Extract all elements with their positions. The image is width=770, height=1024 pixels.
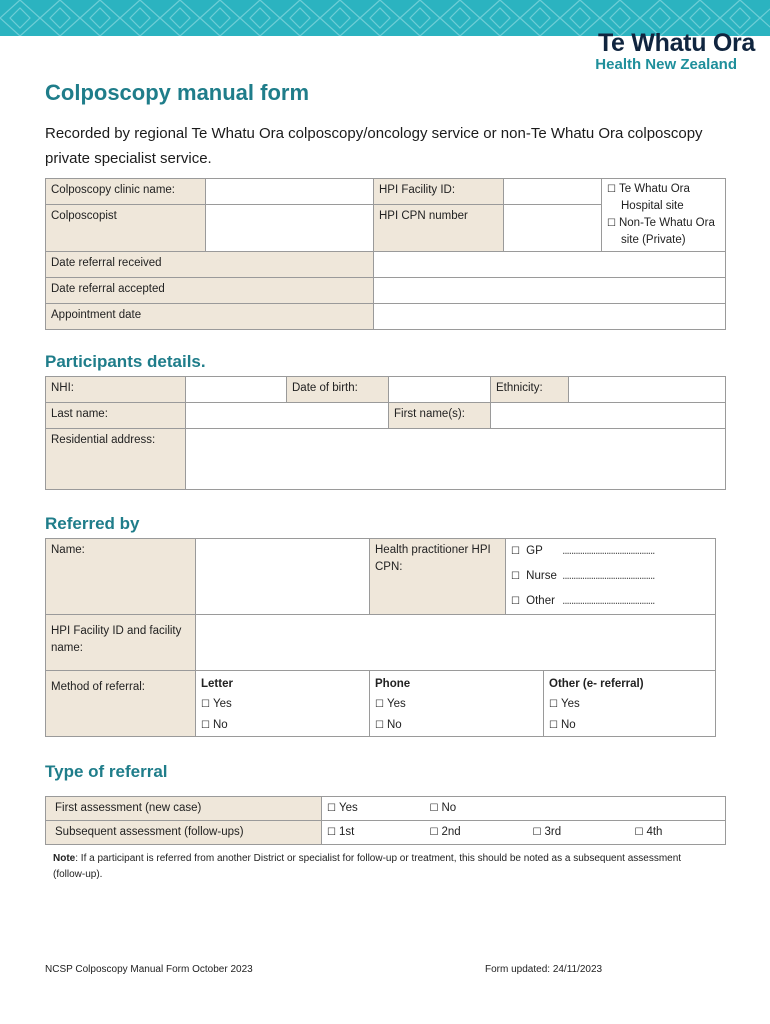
ethnicity-label: Ethnicity: xyxy=(491,377,569,403)
checkbox-icon: ☐ xyxy=(327,803,336,814)
note-body: : If a participant is referred from another District or specialist for follow-up or treatment, this should be noted as a subsequent assessment (follow-up). xyxy=(53,853,682,880)
first-name-label: First name(s): xyxy=(389,403,491,429)
site-options xyxy=(602,179,726,252)
checkbox-icon: ☐ xyxy=(511,571,520,582)
checkbox-icon: ☐ xyxy=(201,699,210,710)
appointment-date-label: Appointment date xyxy=(46,304,374,330)
hpi-facility-input[interactable] xyxy=(504,179,602,205)
referrer-name-input[interactable] xyxy=(196,539,370,615)
option-2nd[interactable]: ☐ 2nd xyxy=(425,821,528,845)
checkbox-icon: ☐ xyxy=(607,218,616,229)
checkbox-icon: ☐ xyxy=(634,827,644,838)
checkbox-icon: ☐ xyxy=(201,720,210,731)
phone-no[interactable]: ☐ No xyxy=(375,719,402,731)
hpi-facility-label: HPI Facility ID: xyxy=(374,179,504,205)
practitioner-type-options xyxy=(506,539,716,615)
referred-by-table xyxy=(45,538,716,737)
clinic-name-input[interactable] xyxy=(206,179,374,205)
referrer-name-label: Name: xyxy=(46,539,196,615)
ethnicity-input[interactable] xyxy=(569,377,726,403)
note-text xyxy=(53,851,713,883)
first-name-input[interactable] xyxy=(491,403,726,429)
option-1st[interactable]: ☐ 1st xyxy=(322,821,425,845)
subsequent-assessment-label: Subsequent assessment (follow-ups) xyxy=(46,821,322,845)
blank-cell xyxy=(528,797,630,821)
intro-text: Recorded by regional Te Whatu Ora colposcopy/oncology service or non-Te Whatu Ora colposcopy private specialist service. xyxy=(45,125,703,167)
dob-label: Date of birth: xyxy=(287,377,389,403)
last-name-label: Last name: xyxy=(46,403,186,429)
method-label: Method of referral: xyxy=(46,671,196,737)
option-gp[interactable]: ☐ GP .......................................... xyxy=(511,545,655,557)
option-4th[interactable]: ☐ 4th xyxy=(630,821,726,845)
checkbox-icon: ☐ xyxy=(549,699,558,710)
checkbox-icon: ☐ xyxy=(375,720,384,731)
checkbox-icon: ☐ xyxy=(549,720,558,731)
other-e-header: Other (e- referral) xyxy=(549,678,644,690)
logo-subtitle: Health New Zealand xyxy=(595,56,737,73)
letter-header: Letter xyxy=(201,678,233,690)
footer-right: Form updated: 24/11/2023 xyxy=(485,964,603,975)
other-e-yes[interactable]: ☐ Yes xyxy=(549,698,580,710)
date-received-input[interactable] xyxy=(374,252,726,278)
option-other[interactable]: ☐ Other .......................................... xyxy=(511,595,655,607)
checkbox-icon: ☐ xyxy=(532,827,542,838)
date-accepted-input[interactable] xyxy=(374,278,726,304)
other-e-no[interactable]: ☐ No xyxy=(549,719,576,731)
note-label: Note xyxy=(53,853,76,864)
checkbox-icon: ☐ xyxy=(375,699,384,710)
phone-yes[interactable]: ☐ Yes xyxy=(375,698,406,710)
letter-options xyxy=(196,671,370,737)
other-e-options xyxy=(544,671,716,737)
page-title: Colposcopy manual form xyxy=(45,80,310,105)
facility-label: HPI Facility ID and facility name: xyxy=(46,615,196,671)
option-nurse[interactable]: ☐ Nurse .......................................... xyxy=(511,570,655,582)
participants-table xyxy=(45,376,726,490)
participants-heading: Participants details. xyxy=(45,352,206,371)
address-label: Residential address: xyxy=(46,429,186,490)
hp-cpn-label: Health practitioner HPI CPN: xyxy=(370,539,506,615)
colposcopist-input[interactable] xyxy=(206,205,374,252)
checkbox-icon: ☐ xyxy=(511,596,520,607)
checkbox-icon: ☐ xyxy=(429,803,439,814)
referred-by-heading: Referred by xyxy=(45,514,140,533)
type-of-referral-heading: Type of referral xyxy=(45,762,168,781)
option-3rd[interactable]: ☐ 3rd xyxy=(528,821,630,845)
checkbox-icon: ☐ xyxy=(429,827,439,838)
dob-input[interactable] xyxy=(389,377,491,403)
first-no[interactable]: ☐ No xyxy=(425,797,528,821)
first-yes[interactable]: ☐ Yes xyxy=(322,797,425,821)
letter-no[interactable]: ☐ No xyxy=(201,719,228,731)
logo-text: Te Whatu Ora xyxy=(597,29,755,57)
first-assessment-label: First assessment (new case) xyxy=(46,797,322,821)
clinic-name-label: Colposcopy clinic name: xyxy=(46,179,206,205)
footer-left: NCSP Colposcopy Manual Form October 2023 xyxy=(45,964,253,975)
facility-input[interactable] xyxy=(196,615,716,671)
checkbox-icon: ☐ xyxy=(607,184,616,195)
date-accepted-label: Date referral accepted xyxy=(46,278,374,304)
checkbox-icon: ☐ xyxy=(511,546,520,557)
colposcopist-label: Colposcopist xyxy=(46,205,206,252)
site-option-private[interactable]: ☐ Non-Te Whatu Ora site (Private) xyxy=(607,217,715,246)
nhi-label: NHI: xyxy=(46,377,186,403)
address-input[interactable] xyxy=(186,429,726,490)
site-option-hospital[interactable]: ☐ Te Whatu Ora Hospital site xyxy=(607,183,690,212)
hpi-cpn-input[interactable] xyxy=(504,205,602,252)
nhi-input[interactable] xyxy=(186,377,287,403)
letter-yes[interactable]: ☐ Yes xyxy=(201,698,232,710)
checkbox-icon: ☐ xyxy=(327,827,336,838)
phone-options xyxy=(370,671,544,737)
clinic-table xyxy=(45,178,726,330)
blank-cell xyxy=(630,797,726,821)
hpi-cpn-label: HPI CPN number xyxy=(374,205,504,252)
type-of-referral-table xyxy=(45,796,726,845)
appointment-date-input[interactable] xyxy=(374,304,726,330)
date-received-label: Date referral received xyxy=(46,252,374,278)
phone-header: Phone xyxy=(375,678,411,690)
last-name-input[interactable] xyxy=(186,403,389,429)
